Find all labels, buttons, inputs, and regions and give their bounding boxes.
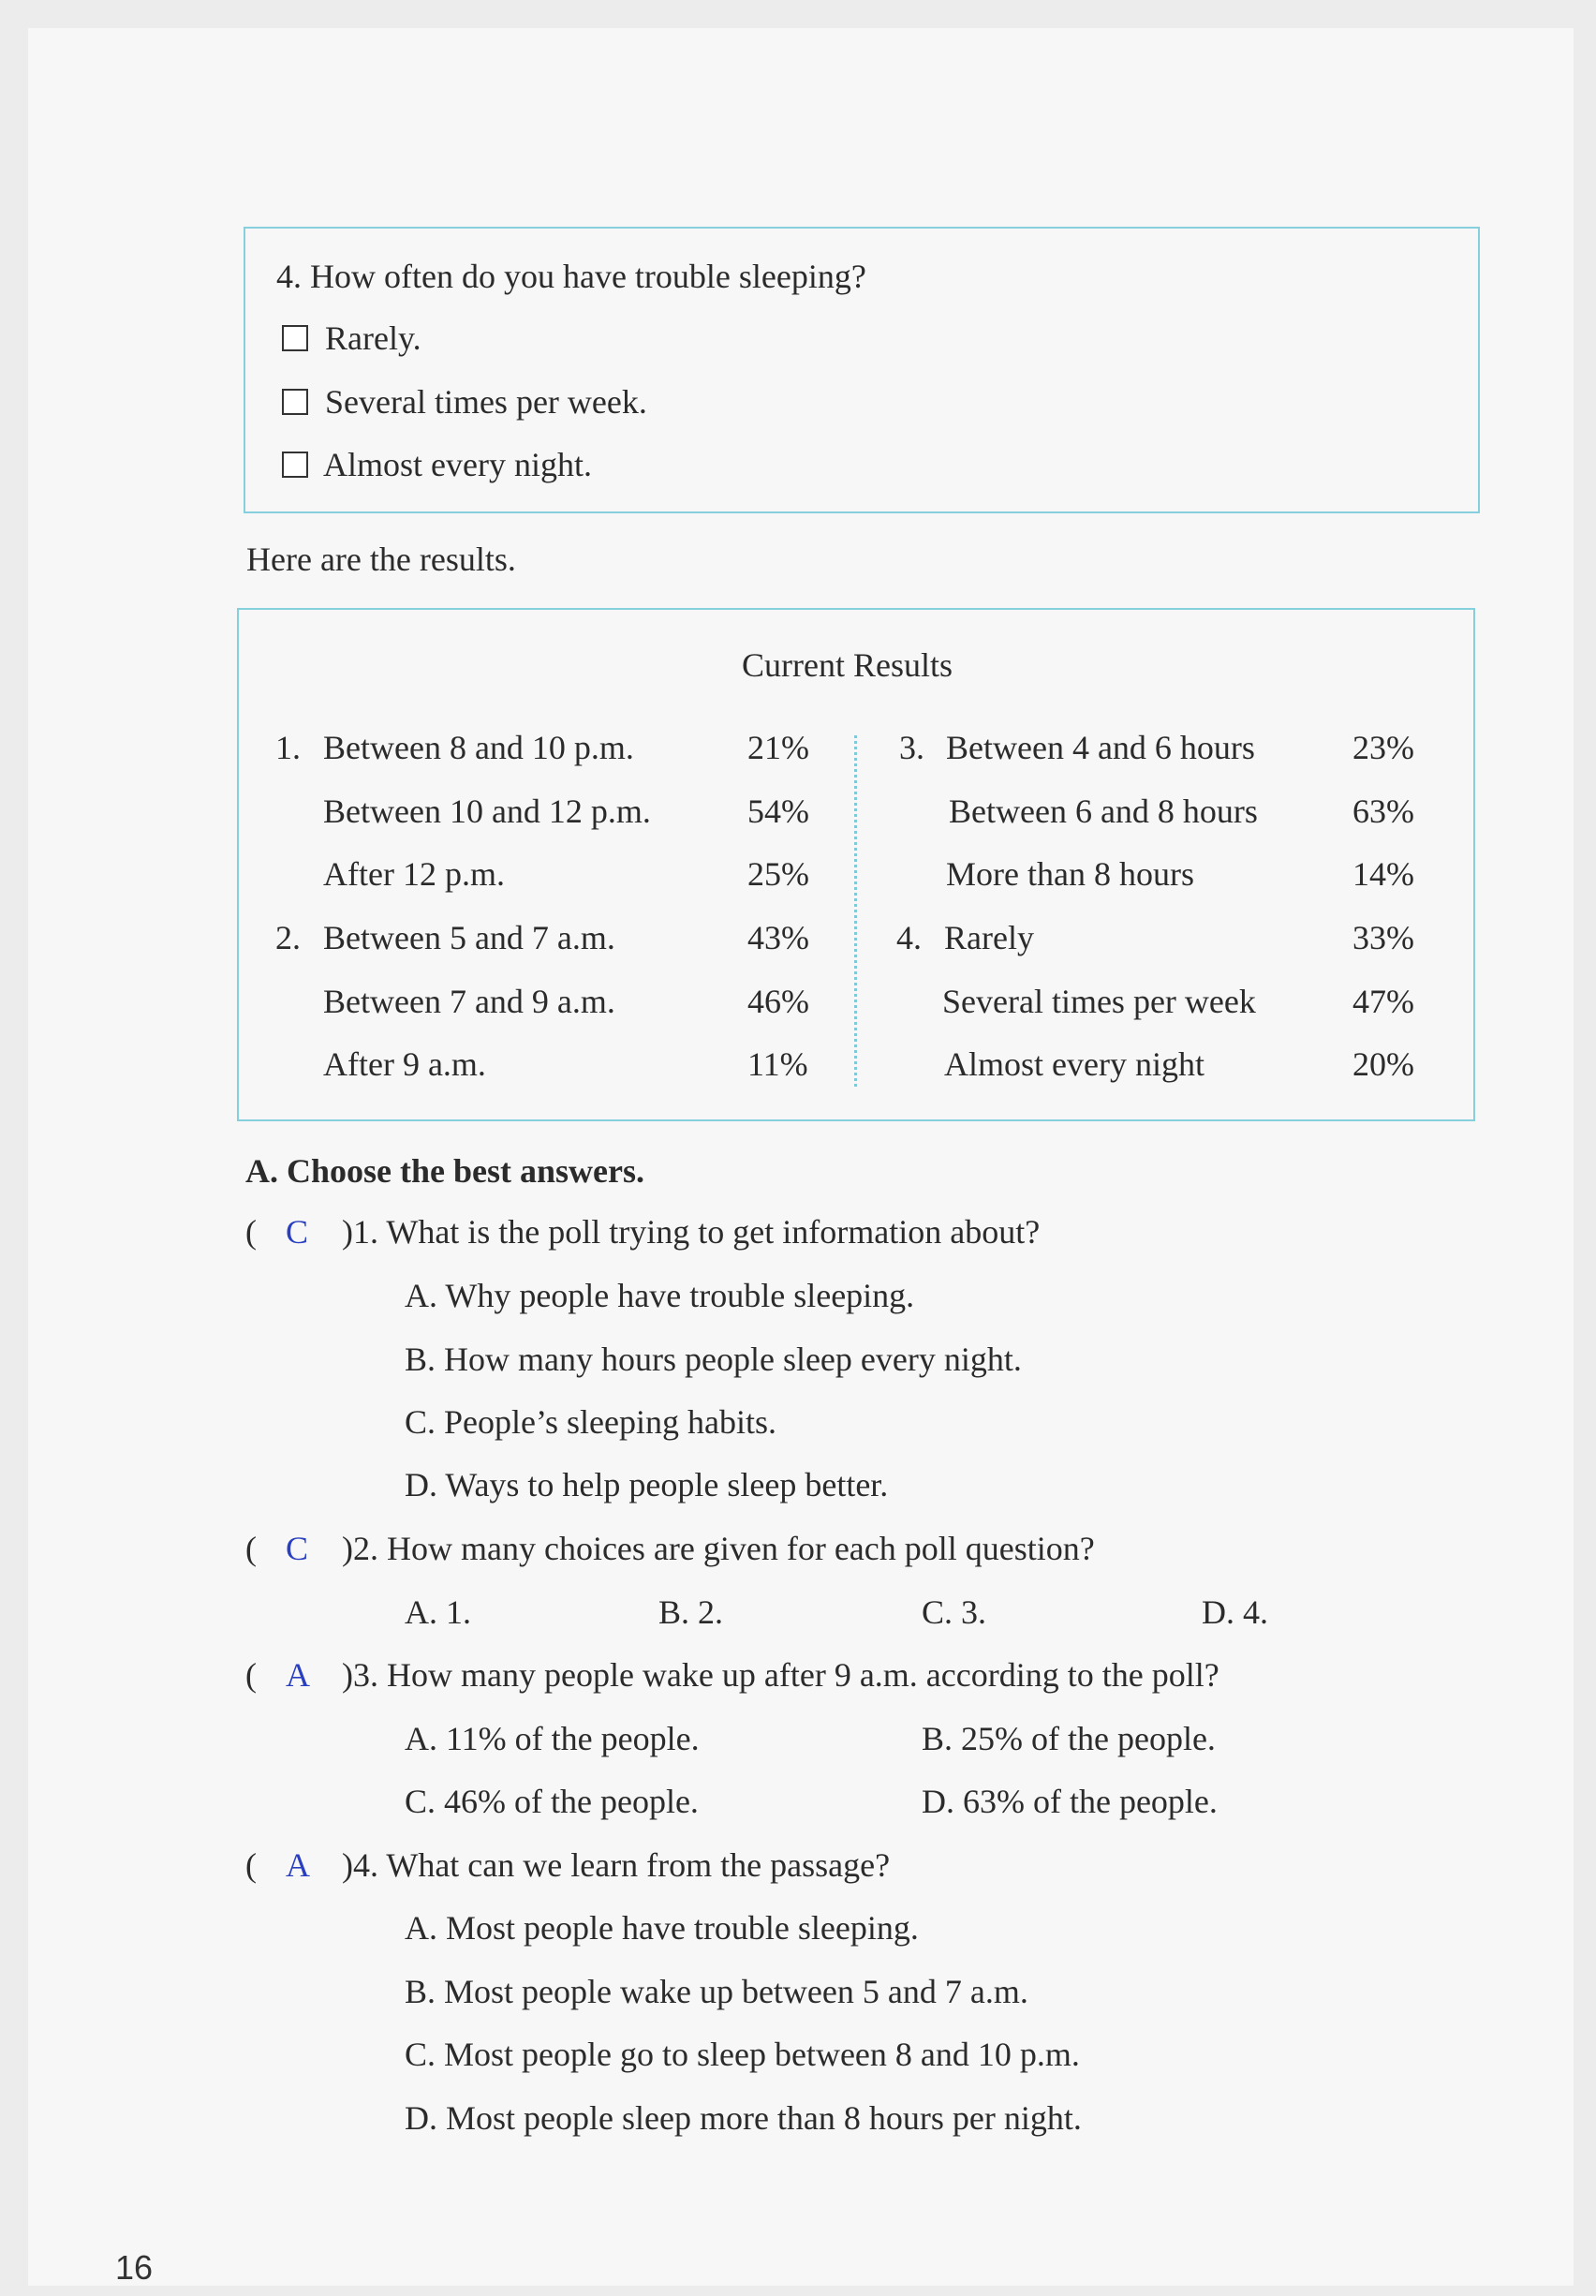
result-label: After 12 p.m. — [323, 855, 505, 893]
result-label: More than 8 hours — [946, 855, 1194, 893]
result-num: 1. — [275, 729, 301, 766]
result-label: Between 4 and 6 hours — [946, 729, 1255, 766]
option: A. 11% of the people. — [405, 1720, 700, 1757]
option-rarely: Rarely. — [325, 319, 421, 357]
question-stem-q3: )3. How many people wake up after 9 a.m. according to the poll? — [342, 1656, 1219, 1694]
result-pct: 47% — [1352, 983, 1414, 1020]
section-heading: A. Choose the best answers. — [245, 1152, 644, 1190]
result-num: 2. — [275, 919, 301, 956]
option: A. 1. — [405, 1593, 471, 1631]
option: D. Ways to help people sleep better. — [405, 1466, 889, 1504]
result-label: Between 5 and 7 a.m. — [323, 919, 615, 956]
option: D. 4. — [1202, 1593, 1268, 1631]
results-title: Current Results — [742, 646, 953, 684]
option: C. 3. — [922, 1593, 987, 1631]
question-stem-q2: )2. How many choices are given for each poll question? — [342, 1530, 1095, 1567]
result-num: 3. — [899, 729, 924, 766]
option-almost-every-night: Almost every night. — [323, 446, 592, 483]
checkbox-several-times[interactable] — [282, 389, 308, 415]
answer-q3: A — [286, 1656, 310, 1694]
option: C. Most people go to sleep between 8 and 10 p.m. — [405, 2036, 1080, 2073]
answer-q4: A — [286, 1846, 310, 1884]
option: C. People’s sleeping habits. — [405, 1403, 776, 1441]
page-number: 16 — [115, 2248, 154, 2287]
result-pct: 25% — [747, 855, 809, 893]
result-pct: 21% — [747, 729, 809, 766]
answer-paren-open: ( — [245, 1846, 257, 1884]
answer-q2: C — [286, 1530, 309, 1567]
result-label: Rarely — [944, 919, 1034, 956]
option: B. How many hours people sleep every night. — [405, 1341, 1022, 1378]
checkbox-almost-every-night[interactable] — [282, 452, 308, 478]
column-divider — [854, 735, 857, 1087]
answer-paren-open: ( — [245, 1656, 257, 1694]
option-several-times: Several times per week. — [325, 383, 647, 421]
answer-q1: C — [286, 1213, 309, 1251]
option: D. 63% of the people. — [922, 1783, 1218, 1820]
result-pct: 63% — [1352, 792, 1414, 830]
option: B. 25% of the people. — [922, 1720, 1216, 1757]
result-pct: 46% — [747, 983, 809, 1020]
result-pct: 23% — [1352, 729, 1414, 766]
option: A. Why people have trouble sleeping. — [405, 1277, 915, 1314]
result-label: Almost every night — [944, 1045, 1204, 1083]
result-pct: 20% — [1352, 1045, 1414, 1083]
checkbox-rarely[interactable] — [282, 325, 308, 351]
results-intro: Here are the results. — [246, 541, 516, 578]
answer-paren-open: ( — [245, 1213, 257, 1251]
option: D. Most people sleep more than 8 hours per night. — [405, 2099, 1082, 2137]
result-label: Between 10 and 12 p.m. — [323, 792, 651, 830]
result-label: Several times per week — [942, 983, 1256, 1020]
result-pct: 14% — [1352, 855, 1414, 893]
question-stem-q1: )1. What is the poll trying to get information about? — [342, 1213, 1041, 1251]
option: B. 2. — [658, 1593, 724, 1631]
result-pct: 11% — [747, 1045, 808, 1083]
answer-paren-open: ( — [245, 1530, 257, 1567]
question-stem-q4: )4. What can we learn from the passage? — [342, 1846, 891, 1884]
option: B. Most people wake up between 5 and 7 a.m. — [405, 1973, 1028, 2010]
result-num: 4. — [896, 919, 922, 956]
result-pct: 43% — [747, 919, 809, 956]
result-label: After 9 a.m. — [323, 1045, 486, 1083]
question-title: 4. How often do you have trouble sleeping? — [276, 258, 866, 295]
result-pct: 54% — [747, 792, 809, 830]
result-label: Between 8 and 10 p.m. — [323, 729, 634, 766]
option: A. Most people have trouble sleeping. — [405, 1909, 919, 1947]
result-pct: 33% — [1352, 919, 1414, 956]
option: C. 46% of the people. — [405, 1783, 699, 1820]
result-label: Between 7 and 9 a.m. — [323, 983, 615, 1020]
result-label: Between 6 and 8 hours — [949, 792, 1258, 830]
